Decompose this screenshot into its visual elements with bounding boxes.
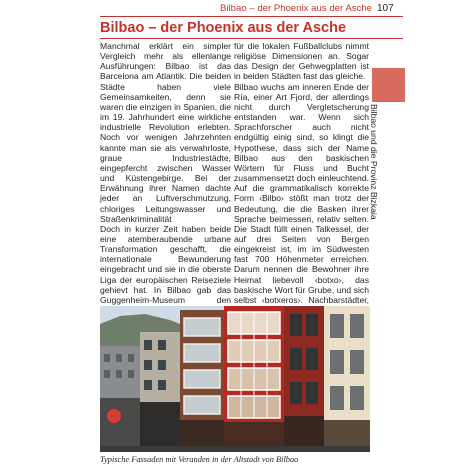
paragraph: Manchmal erklärt ein simpler Vergleich mehr als ellenlange Ausführungen: Bilbao ist das Barcelona am Atlantik. Die beiden Städte haben viele Gemeinsamkeiten, denn sie waren die einzigen in Spanien, die im 19. Jahrhundert eine wirkliche industrielle Revolution erlebten. Noch vor wenigen Jahrzehnten kannte man sie als verwahrloste, graue Industriestädte, eingepfercht zwischen Wasser und Küstengebirge. Bei der Erwähnung ihrer Namen dachte jeder an Luftverschmutzung, chloriges Leitungswasser und Straßenkriminalität: [100, 41, 231, 224]
title-rule: [100, 38, 403, 39]
photo-caption: Typische Fassaden mit Veranden in der Altstadt von Bilbao: [100, 455, 299, 464]
page-number: 107: [377, 3, 394, 14]
paragraph: Doch in kurzer Zeit haben beide eine atemberaubende urbane Transformation geschafft, die internationale Bewunderung eingebracht und sie in die oberste Liga der europäischen Reiseziele gehievt hat. In Bilbao gab das Guggenheim-Museum den: [100, 223, 231, 305]
paragraph: Bilbao wuchs am inneren Ende der Ría, einer Art Fjord, der allerdings nicht durch Vergletscherung entstanden war. Wenn sich Sprachforscher auch nicht endgültig einig sind, so klingt die Hypothese, dass sich der Name Bilbao aus den baskischen Wörtern für Fluss und Bucht zusammensetzt doch einleuchtend. Auf die grammatikalisch korrekte Form ‹Bilbo› stößt man trotz der Bedeutung, die die Basken ihrer Sprache beimessen, relativ selten. Die Stadt füllt einen Talkessel, der auf drei Seiten von Bergen eingekreist ist, im im Südwesten fast 700 Höhenmeter erreichen. Darum nennen die Bewohner ihre Heimat liebevoll ‹botxo›, das baskische Wort für Grube, und sich selbst ‹botxeros›. Nachbarstädter,: [234, 81, 369, 305]
paragraph: für die lokalen Fußballclubs nimmt religiöse Dimensionen an. Sogar das Design der Gehwegplatten ist in beiden Städten fast das gleiche.: [234, 41, 369, 82]
chapter-side-label: Bilbao und die Provinz Bizkaia: [369, 104, 379, 220]
running-head: Bilbao – der Phoenix aus der Asche: [219, 3, 372, 14]
header-rule: [100, 16, 403, 17]
street-facades-photo: [100, 306, 370, 452]
chapter-title: Bilbao – der Phoenix aus der Asche: [100, 20, 347, 36]
chapter-thumb-tab: [372, 68, 405, 102]
